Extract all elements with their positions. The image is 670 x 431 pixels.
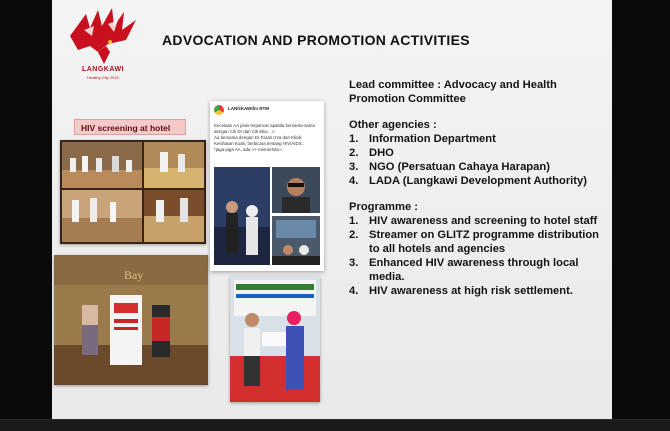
- lead-committee: Lead committee : Advocacy and Health Promotion Committee: [349, 79, 557, 105]
- list-text: HIV awareness and screening to hotel staff: [369, 215, 598, 227]
- list-item: [349, 132, 609, 146]
- list-item: [349, 160, 609, 174]
- list-number: 4.: [349, 285, 359, 297]
- presentation-slide: [52, 0, 612, 420]
- radio-studio-photo-1: [214, 167, 270, 265]
- logo-subtext: Healthy City 2019: [87, 75, 119, 80]
- list-number: 4.: [349, 175, 359, 187]
- list-item: [349, 174, 609, 188]
- programme-heading: Programme :: [349, 201, 419, 213]
- radio-studio-photo-3: [272, 216, 320, 265]
- list-item: [349, 256, 609, 284]
- list-text: NGO (Persatuan Cahaya Harapan): [369, 161, 550, 173]
- list-item: [349, 146, 609, 160]
- logo-text: LANGKAWI: [81, 66, 125, 73]
- list-item: [349, 284, 609, 298]
- list-item: [349, 214, 609, 228]
- svg-text:Bay: Bay: [124, 268, 144, 282]
- hotel-lobby-photo: [54, 255, 208, 385]
- radio-studio-photo-2: [272, 167, 320, 213]
- post-line: Aa bersama dengan Dr Farah Izza dari Klinik Kesihatan Kuah, berbicara tentang HIV/AIDS..: [214, 135, 305, 146]
- list-text: Enhanced HIV awareness through local media.: [369, 257, 579, 283]
- list-text: Information Department: [369, 133, 496, 145]
- right-text-column: [349, 78, 609, 298]
- list-text: Streamer on GLITZ programme distribution to all hotels and agencies: [369, 229, 599, 255]
- list-text: HIV awareness at high risk settlement.: [369, 285, 573, 297]
- list-item: [349, 228, 609, 256]
- post-line: Kecelaan AA jelas terpancar apabila bersama-sama dengan Cik Dr dan Cik Mioi.. ☺: [214, 123, 315, 134]
- list-number: 1.: [349, 133, 359, 145]
- streamer-handover-photo: [230, 276, 320, 402]
- social-media-post: [210, 101, 324, 271]
- list-text: LADA (Langkawi Development Authority): [369, 175, 587, 187]
- list-number: 3.: [349, 257, 359, 269]
- photo-label: HIV screening at hotel: [74, 119, 186, 135]
- post-line: *jaga-jaga AA, ada >> memerhati☺: [214, 147, 284, 153]
- page-name: LANGKAWIfm RTM: [228, 106, 269, 111]
- page-avatar: [214, 105, 224, 115]
- list-number: 1.: [349, 215, 359, 227]
- list-number: 3.: [349, 161, 359, 173]
- slide-title: ADVOCATION AND PROMOTION ACTIVITIES: [162, 32, 470, 48]
- other-agencies-list: [349, 132, 609, 188]
- programme-list: [349, 214, 609, 298]
- list-number: 2.: [349, 229, 359, 241]
- post-text: [214, 123, 320, 154]
- list-text: DHO: [369, 147, 394, 159]
- hotel-screening-photo-collage: [60, 140, 206, 244]
- video-bottom-bar: [0, 419, 670, 431]
- list-number: 2.: [349, 147, 359, 159]
- other-agencies-heading: Other agencies :: [349, 119, 437, 131]
